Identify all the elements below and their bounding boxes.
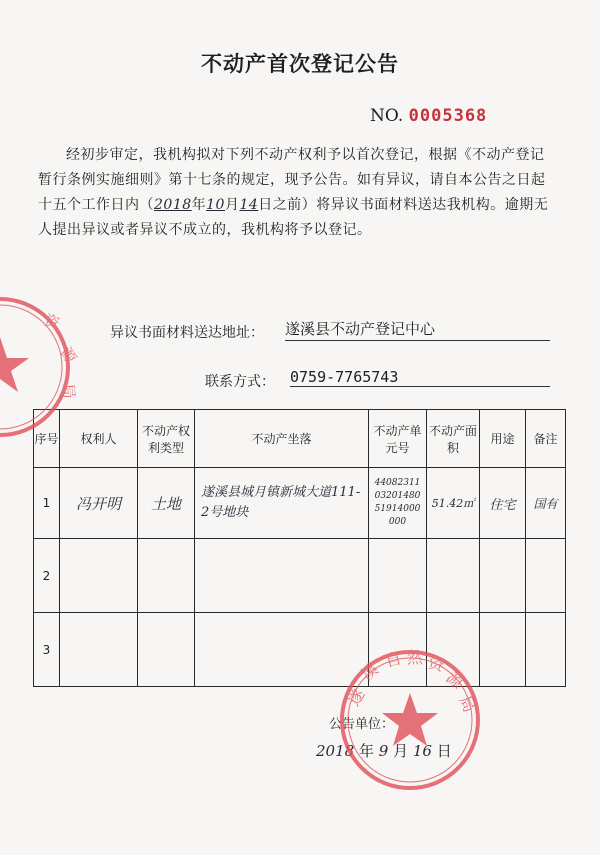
svg-text:源: 源 bbox=[56, 343, 81, 367]
row-note bbox=[526, 613, 566, 687]
row-area: 51.42㎡ bbox=[427, 468, 480, 539]
registration-table bbox=[33, 409, 566, 687]
table-header-row bbox=[34, 410, 566, 468]
row-location bbox=[195, 539, 369, 613]
deadline-year: 2018 bbox=[154, 197, 192, 213]
address-value: 遂溪县不动产登记中心 bbox=[285, 318, 550, 341]
svg-text:溪: 溪 bbox=[357, 659, 382, 685]
row-right-type bbox=[138, 539, 195, 613]
notice-body bbox=[38, 143, 558, 243]
sign-year-char: 年 bbox=[358, 742, 374, 760]
notice-number bbox=[370, 106, 487, 126]
header-right-type: 不动产权利类型 bbox=[138, 410, 195, 468]
row-unit-no: 440823110320148051914000000 bbox=[369, 468, 427, 539]
notice-title: 不动产首次登记公告 bbox=[201, 52, 399, 76]
body-text-1: 经初步审定，我机构拟对下列不动产权利予以首次登记，根据《不动产登记暂行条例实施细则》第十七条的规定，现予公告。如有异议，请自本公告之日起十五个工作日内（ bbox=[38, 147, 546, 213]
official-seal-left bbox=[0, 292, 81, 442]
number-value: 0005368 bbox=[408, 106, 488, 126]
contact-label: 联系方式： bbox=[205, 374, 275, 390]
signature-label: 公告单位： bbox=[329, 717, 395, 732]
row-right-type: 土地 bbox=[138, 468, 195, 539]
sign-month: 9 bbox=[378, 742, 389, 760]
header-owner: 权利人 bbox=[60, 410, 138, 468]
sign-month-char: 月 bbox=[393, 742, 409, 760]
row-right-type bbox=[138, 613, 195, 687]
month-char: 月 bbox=[224, 197, 240, 213]
svg-text:源: 源 bbox=[442, 667, 467, 693]
official-seal-right bbox=[335, 645, 485, 795]
header-location: 不动产坐落 bbox=[195, 410, 369, 468]
row-unit-no bbox=[369, 539, 427, 613]
svg-text:资: 资 bbox=[41, 310, 62, 333]
body-text-2: 日之前）将异议书面材料送达我机构。逾期无人提出异议或者异议不成立的，我机构将予以登记。 bbox=[38, 197, 549, 238]
row-location: 遂溪县城月镇新城大道111-2号地块 bbox=[195, 468, 369, 539]
row-seq: 3 bbox=[34, 613, 60, 687]
table-row bbox=[34, 539, 566, 613]
header-seq: 序号 bbox=[34, 410, 60, 468]
deadline-month: 10 bbox=[206, 197, 225, 213]
sign-day: 16 bbox=[412, 742, 432, 760]
svg-text:遂: 遂 bbox=[344, 685, 369, 709]
svg-text:资: 资 bbox=[425, 652, 447, 676]
header-use: 用途 bbox=[480, 410, 526, 468]
table-row bbox=[34, 468, 566, 539]
header-note: 备注 bbox=[526, 410, 566, 468]
row-seq: 2 bbox=[34, 539, 60, 613]
year-char: 年 bbox=[191, 197, 207, 213]
svg-text:局: 局 bbox=[455, 692, 480, 716]
address-label: 异议书面材料送达地址： bbox=[110, 325, 264, 341]
row-owner bbox=[60, 539, 138, 613]
row-owner bbox=[60, 613, 138, 687]
row-use bbox=[480, 539, 526, 613]
row-note bbox=[526, 539, 566, 613]
sign-day-char: 日 bbox=[436, 742, 452, 760]
row-seq: 1 bbox=[34, 468, 60, 539]
header-area: 不动产面积 bbox=[427, 410, 480, 468]
deadline-day: 14 bbox=[239, 197, 259, 213]
table-row bbox=[34, 613, 566, 687]
row-use: 住宅 bbox=[480, 468, 526, 539]
sign-year: 2018 bbox=[316, 742, 355, 760]
svg-text:局: 局 bbox=[59, 382, 79, 400]
row-owner: 冯开明 bbox=[60, 468, 138, 539]
svg-text:然: 然 bbox=[407, 648, 424, 667]
row-use bbox=[480, 613, 526, 687]
row-area bbox=[427, 539, 480, 613]
header-unit-no: 不动产单元号 bbox=[369, 410, 427, 468]
svg-text:自: 自 bbox=[383, 648, 404, 671]
number-prefix: NO. bbox=[370, 106, 404, 126]
contact-value: 0759-7765743 bbox=[290, 368, 550, 387]
row-note: 国有 bbox=[526, 468, 566, 539]
